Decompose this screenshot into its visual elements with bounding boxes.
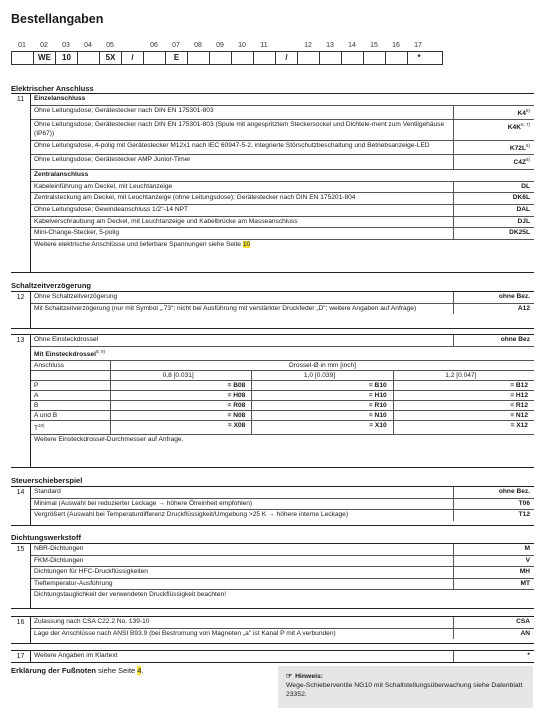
code-position-number: 11 bbox=[260, 42, 268, 49]
code-position-number bbox=[121, 42, 143, 49]
section-17 bbox=[11, 650, 534, 663]
throttle-code: = H08 bbox=[111, 391, 252, 400]
footnote-explanation bbox=[11, 666, 144, 675]
row-label-text: Ohne Schaltzeitverzögerung bbox=[34, 293, 118, 300]
row-label bbox=[31, 510, 454, 521]
grid-row bbox=[31, 381, 534, 391]
throttle-code: = B10 bbox=[252, 381, 393, 390]
code-field bbox=[78, 52, 100, 64]
row-label bbox=[31, 292, 454, 303]
section-number: 17 bbox=[11, 651, 31, 662]
row-label bbox=[31, 499, 454, 510]
throttle-codes bbox=[111, 381, 534, 390]
row-code-text: V bbox=[525, 556, 530, 564]
code-position-number: 03 bbox=[62, 42, 70, 49]
throttle-code: = B08 bbox=[111, 381, 252, 390]
port-label bbox=[31, 421, 111, 433]
row-code-text: K4K bbox=[507, 124, 521, 132]
code-field bbox=[298, 52, 320, 64]
row-label bbox=[31, 590, 534, 601]
row-code-text: DJL bbox=[517, 217, 530, 225]
section-footer-text: Weitere elektrische Anschlüsse und lieferbare Spannungen siehe Seite bbox=[34, 240, 243, 248]
code-field bbox=[188, 52, 210, 64]
code-field: E bbox=[166, 52, 188, 64]
code-position-numbers bbox=[11, 42, 443, 49]
row-label bbox=[31, 170, 534, 181]
page-link[interactable]: 4 bbox=[137, 666, 142, 675]
code-position-number bbox=[275, 42, 297, 49]
row-label bbox=[31, 629, 454, 640]
hint-box bbox=[278, 666, 533, 708]
table-row bbox=[31, 579, 534, 591]
port-label-text: P bbox=[34, 382, 39, 390]
footnote-text: siehe Seite bbox=[96, 666, 138, 675]
row-code bbox=[454, 106, 534, 120]
row-code bbox=[454, 567, 534, 578]
table-row bbox=[31, 510, 534, 521]
row-label-text: Minimal (Auswahl bei reduzierter Leckage → höhere Ölreinheit empfohlen) bbox=[34, 499, 253, 507]
port-label-text: B bbox=[34, 402, 39, 410]
code-field bbox=[254, 52, 276, 64]
table-row bbox=[31, 292, 534, 304]
code-position-number: 09 bbox=[216, 42, 224, 49]
table-row bbox=[31, 304, 534, 315]
throttle-code: = B12 bbox=[510, 382, 528, 390]
code-position-number: 08 bbox=[194, 42, 202, 49]
row-label: Weitere Einsteckdrossel-Durchmesser auf Anfrage. bbox=[34, 435, 184, 443]
section-heading-switching: Schaltzeitverzögerung bbox=[11, 281, 92, 290]
section-12 bbox=[11, 291, 534, 329]
row-code bbox=[454, 155, 534, 169]
row-code-text: T06 bbox=[518, 499, 530, 507]
row-label bbox=[31, 193, 454, 204]
section-heading-electrical: Elektrischer Anschluss bbox=[11, 84, 94, 93]
throttle-code: = H12 bbox=[510, 392, 528, 400]
section-number: 15 bbox=[11, 544, 31, 608]
code-field: 5X bbox=[100, 52, 122, 64]
code-field: * bbox=[417, 53, 421, 62]
code-field: 10 bbox=[56, 52, 78, 64]
code-field bbox=[210, 52, 232, 64]
code-position-number: 01 bbox=[18, 42, 26, 49]
row-label-text: Zulassung nach CSA C22.2 No. 139-10 bbox=[34, 618, 150, 625]
throttle-size-header: 1,2 [0.047] bbox=[445, 372, 477, 380]
row-code-text: C4Z bbox=[513, 159, 526, 167]
table-row bbox=[31, 544, 534, 556]
empty-cell bbox=[31, 371, 111, 380]
row-code-text: ohne Bez. bbox=[498, 488, 530, 495]
port-label bbox=[31, 381, 111, 390]
row-code-text: A12 bbox=[517, 304, 530, 312]
section-13 bbox=[11, 334, 534, 468]
code-field: / bbox=[122, 52, 144, 64]
table-row bbox=[31, 347, 534, 362]
section-16 bbox=[11, 616, 534, 644]
row-label bbox=[31, 579, 454, 590]
row-label bbox=[31, 182, 454, 193]
throttle-code: = R10 bbox=[252, 401, 393, 410]
row-label bbox=[31, 106, 454, 120]
table-row bbox=[31, 240, 534, 251]
row-code-text: DL bbox=[521, 182, 530, 190]
section-number: 13 bbox=[11, 335, 31, 467]
row-label bbox=[31, 155, 454, 169]
code-position-number: 06 bbox=[150, 42, 158, 49]
row-code bbox=[454, 629, 534, 640]
page-title: Bestellangaben bbox=[11, 12, 104, 26]
section-14 bbox=[11, 486, 534, 526]
row-label bbox=[31, 205, 454, 216]
port-label bbox=[31, 401, 111, 410]
table-row bbox=[31, 182, 534, 194]
hint-text: Wege-Schieberventile NG10 mit Schaltstellungsüberwachung siehe Datenblatt 23352. bbox=[286, 682, 523, 698]
table-row bbox=[31, 629, 534, 640]
code-position-number: 12 bbox=[304, 42, 312, 49]
row-code bbox=[454, 487, 534, 498]
footnote-ref: 6) bbox=[525, 157, 530, 163]
section-number: 16 bbox=[11, 617, 31, 643]
section-number: 12 bbox=[11, 292, 31, 328]
row-label bbox=[31, 240, 534, 251]
code-position-number: 17 bbox=[414, 42, 422, 49]
row-label bbox=[31, 567, 454, 578]
section-15 bbox=[11, 543, 534, 609]
throttle-size-header: 1,0 [0.039] bbox=[252, 371, 393, 380]
footnote-ref: 10) bbox=[38, 423, 45, 429]
footnote-ref: 6; 7) bbox=[520, 122, 530, 128]
row-label-text: Weitere Angaben im Klartext bbox=[34, 652, 118, 659]
throttle-codes bbox=[111, 391, 534, 400]
grid-row bbox=[31, 391, 534, 401]
code-position-number: 10 bbox=[238, 42, 246, 49]
code-field bbox=[232, 52, 254, 64]
table-row bbox=[31, 435, 534, 446]
footnote-bold: Erklärung der Fußnoten bbox=[11, 666, 97, 675]
throttle-codes bbox=[111, 401, 534, 410]
row-code-text: DK25L bbox=[509, 229, 530, 237]
port-label bbox=[31, 391, 111, 400]
table-row bbox=[31, 617, 534, 629]
throttle-code: = N08 bbox=[111, 411, 252, 420]
throttle-code: = X10 bbox=[252, 421, 393, 433]
code-field bbox=[320, 52, 342, 64]
hint-title: Hinweis: bbox=[295, 673, 324, 680]
row-code-text: T12 bbox=[518, 511, 530, 519]
with-throttle-label: Mit Einsteckdrossel bbox=[34, 350, 96, 358]
row-code bbox=[454, 499, 534, 510]
row-code bbox=[454, 205, 534, 216]
row-code bbox=[454, 228, 534, 239]
throttle-codes bbox=[111, 411, 534, 420]
throttle-code: = X08 bbox=[111, 421, 252, 433]
table-row bbox=[31, 141, 534, 156]
throttle-codes bbox=[111, 421, 534, 433]
port-label bbox=[31, 411, 111, 420]
grid-header bbox=[31, 361, 534, 371]
port-label-text: A bbox=[34, 392, 39, 400]
row-code-text: CSA bbox=[516, 618, 530, 625]
row-label-text: Mit Schaltzeitverzögerung (nur mit Symbol „.73"; nicht bei Ausführung mit verstärkter Druckfeder „D"; weitere Angaben auf Anfrage) bbox=[34, 304, 417, 312]
code-position-number: 04 bbox=[84, 42, 92, 49]
footnote-ref: 6) bbox=[525, 107, 530, 113]
section-heading-seals: Dichtungswerkstoff bbox=[11, 533, 82, 542]
row-code bbox=[454, 544, 534, 555]
order-code-strip bbox=[11, 51, 443, 65]
code-position-number: 15 bbox=[370, 42, 378, 49]
port-label-text: T bbox=[34, 425, 39, 433]
row-code bbox=[454, 217, 534, 228]
section-number: 11 bbox=[11, 94, 31, 272]
row-code-text: MH bbox=[519, 568, 530, 576]
row-label bbox=[31, 651, 454, 662]
row-label-text: Ohne Leitungsdose; Gerätestecker nach DIN EN 175301-803 bbox=[34, 106, 214, 114]
port-label-text: A und B bbox=[34, 412, 58, 420]
row-label-text: Ohne Leitungsdose, 4-polig mit Gerätestecker M12x1 nach IEC 60947-5-2, integrierte Störschutzbeschaltung und Betriebsanzeige-LED bbox=[34, 141, 430, 149]
col-connection: Anschluss bbox=[31, 361, 111, 370]
table-row bbox=[31, 567, 534, 579]
footnote-end: . bbox=[141, 666, 144, 675]
row-label-text: Zentralsteckung am Deckel, mit Leuchtanzeige (ohne Leitungsdose); Gerätestecker nach DIN EN 175201-804 bbox=[34, 194, 356, 202]
row-code bbox=[454, 510, 534, 521]
section-heading-spool: Steuerschieberspiel bbox=[11, 476, 83, 485]
table-row bbox=[31, 590, 534, 601]
row-code-text: ohne Bez. bbox=[498, 293, 530, 300]
table-row bbox=[31, 106, 534, 121]
row-label bbox=[31, 217, 454, 228]
row-label-text: FKM-Dichtungen bbox=[34, 556, 84, 564]
row-code-text: MT bbox=[520, 579, 530, 587]
table-row bbox=[31, 556, 534, 568]
row-code-text: K4 bbox=[517, 109, 526, 117]
table-row bbox=[31, 487, 534, 499]
row-code bbox=[454, 182, 534, 193]
table-row bbox=[31, 170, 534, 182]
code-field bbox=[364, 52, 386, 64]
code-field bbox=[386, 52, 408, 64]
throttle-code: = N10 bbox=[252, 411, 393, 420]
row-label bbox=[31, 141, 454, 155]
row-code bbox=[454, 292, 534, 303]
row-code bbox=[454, 651, 534, 662]
grid-row bbox=[31, 401, 534, 411]
size-headers bbox=[111, 371, 534, 380]
footnote-ref: 8; 9) bbox=[95, 348, 105, 354]
pointing-hand-icon: ☞ bbox=[286, 673, 293, 680]
grid-row bbox=[31, 411, 534, 421]
section-11 bbox=[11, 93, 534, 273]
table-row bbox=[31, 193, 534, 205]
code-position-number: 05 bbox=[106, 42, 114, 49]
row-label bbox=[31, 487, 454, 498]
row-label bbox=[31, 304, 454, 315]
row-label-text: Ohne Leitungsdose; Gewindeanschluss 1/2"-14 NPT bbox=[34, 205, 189, 213]
row-label-text: NBR-Dichtungen bbox=[34, 545, 84, 552]
row-label-text: Zentralanschluss bbox=[34, 171, 89, 179]
row-label-text: Standard bbox=[34, 488, 61, 495]
row-code bbox=[454, 193, 534, 204]
code-position-number: 07 bbox=[172, 42, 180, 49]
code-position-number: 13 bbox=[326, 42, 334, 49]
table-row bbox=[31, 335, 534, 347]
row-label-text: Kabelverschraubung am Deckel, mit Leuchtanzeige und Kabelbrücke am Masseanschluss bbox=[34, 217, 298, 225]
row-label-text: Dichtungen für HFC-Druckflüssigkeiten bbox=[34, 568, 148, 576]
section-footer-text: Dichtungstauglichkeit der verwendeten Druckflüssigkeit beachten! bbox=[34, 591, 227, 599]
row-code bbox=[454, 556, 534, 567]
table-row bbox=[31, 120, 534, 140]
code-position-number: 16 bbox=[392, 42, 400, 49]
row-code bbox=[454, 120, 534, 139]
row-label-text: Lage der Anschlüsse nach ANSI B93.9 (bei Bestromung von Magneten „a" ist Kanal P mit A verbunden) bbox=[34, 629, 336, 637]
row-label-text: Vergrößert (Auswahl bei Temperaturdifferenz Druckflüssigkeit/Umgebung >25 K → höhere interne Leckage) bbox=[34, 511, 349, 519]
row-code bbox=[454, 141, 534, 155]
row-label-text: Kabeleinführung am Deckel, mit Leuchtanzeige bbox=[34, 182, 173, 190]
row-code-text: * bbox=[527, 652, 530, 659]
row-label bbox=[31, 228, 454, 239]
row-code-text: AN bbox=[520, 629, 530, 637]
code-field bbox=[12, 52, 34, 64]
row-code: ohne Bez bbox=[500, 336, 530, 343]
table-row bbox=[31, 94, 534, 106]
throttle-code: = X12 bbox=[510, 422, 528, 430]
code-position-number: 02 bbox=[40, 42, 48, 49]
row-label-text: Ohne Leitungsdose; Gerätestecker AMP Junior-Timer bbox=[34, 156, 191, 164]
code-field: / bbox=[276, 52, 298, 64]
row-label bbox=[31, 556, 454, 567]
row-label-text: Einzelanschluss bbox=[34, 95, 86, 102]
row-code bbox=[454, 617, 534, 628]
row-label bbox=[31, 94, 534, 105]
throttle-size-header: 0,8 [0.031] bbox=[111, 371, 252, 380]
row-label-text: Ohne Leitungsdose; Gerätestecker nach DIN EN 175301-803 (Spule mit angespritztem Steckersockel und Dichtele-ment zum Ventilgehäuse (IP67)) bbox=[34, 121, 445, 137]
table-row bbox=[31, 205, 534, 217]
table-row bbox=[31, 651, 534, 662]
grid-sizes bbox=[31, 371, 534, 381]
row-label bbox=[31, 617, 454, 628]
table-row bbox=[31, 217, 534, 229]
throttle-code: = N12 bbox=[510, 412, 528, 420]
throttle-code: = R08 bbox=[111, 401, 252, 410]
code-field bbox=[342, 52, 364, 64]
row-code-text: DK6L bbox=[512, 194, 530, 202]
row-code bbox=[454, 579, 534, 590]
row-label: Ohne Einsteckdrossel bbox=[31, 335, 454, 346]
table-row bbox=[31, 228, 534, 240]
footnote-ref: 6) bbox=[525, 142, 530, 148]
row-code bbox=[454, 304, 534, 315]
col-throttle-diameter: Drossel-Ø in mm [inch] bbox=[288, 362, 357, 370]
row-label-text: Mini-Change-Stecker, 5-polig bbox=[34, 229, 120, 237]
grid-row bbox=[31, 421, 534, 434]
row-label bbox=[31, 347, 534, 361]
section-number: 14 bbox=[11, 487, 31, 525]
code-field: WE bbox=[34, 52, 56, 64]
code-position-number: 14 bbox=[348, 42, 356, 49]
row-label bbox=[31, 120, 454, 139]
row-label-text: Tieftemperatur-Ausführung bbox=[34, 579, 113, 587]
row-code-text: M bbox=[524, 545, 530, 552]
table-row bbox=[31, 155, 534, 170]
code-field bbox=[144, 52, 166, 64]
page-link[interactable]: 10 bbox=[242, 240, 251, 248]
row-code-text: K72L bbox=[509, 144, 526, 152]
row-label bbox=[31, 544, 454, 555]
throttle-code: = R12 bbox=[510, 402, 528, 410]
table-row bbox=[31, 499, 534, 511]
throttle-code: = H10 bbox=[252, 391, 393, 400]
row-code-text: DAL bbox=[516, 205, 530, 213]
